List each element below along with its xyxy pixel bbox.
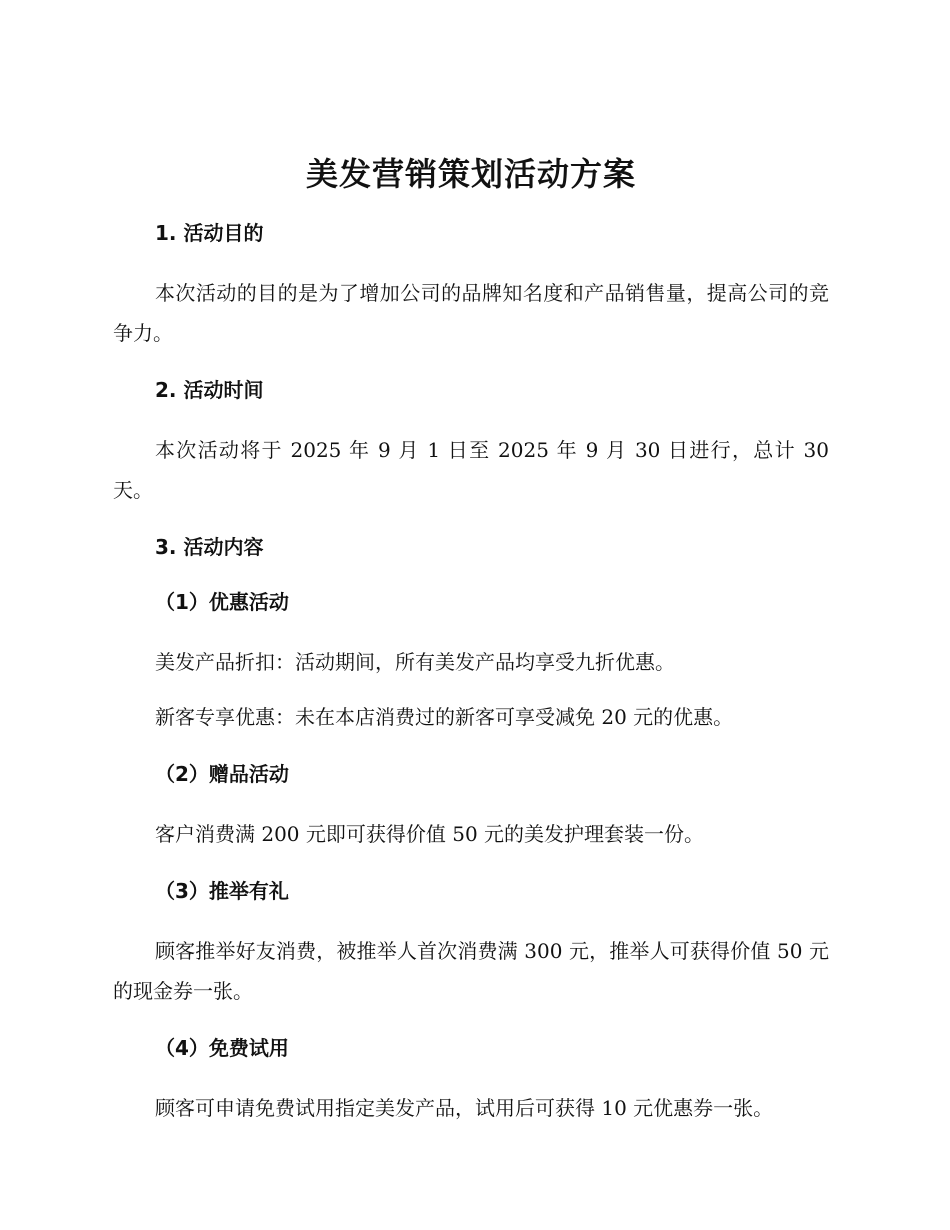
subsection-heading-discount: （1）优惠活动: [155, 590, 289, 614]
subsection-heading-referral: （3）推举有礼: [155, 879, 289, 903]
paragraph-free-trial: 顾客可申请免费试用指定美发产品，试用后可获得 10 元优惠券一张。: [155, 1096, 774, 1120]
subsection-heading-free-trial: （4）免费试用: [155, 1036, 289, 1060]
paragraph-product-discount: 美发产品折扣：活动期间，所有美发产品均享受九折优惠。: [155, 650, 675, 674]
section-heading-time: 2. 活动时间: [155, 378, 264, 402]
section-heading-purpose: 1. 活动目的: [155, 221, 264, 245]
paragraph-gift: 客户消费满 200 元即可获得价值 50 元的美发护理套装一份。: [155, 822, 705, 846]
subsection-heading-gift: （2）赠品活动: [155, 762, 289, 786]
paragraph-referral: 顾客推举好友消费，被推举人首次消费满 300 元，推举人可获得价值 50 元的现金券一张。: [113, 939, 829, 1003]
paragraph-new-customer-offer: 新客专享优惠：未在本店消费过的新客可享受减免 20 元的优惠。: [155, 705, 734, 729]
section-heading-content: 3. 活动内容: [155, 535, 264, 559]
paragraph-time: 本次活动将于 2025 年 9 月 1 日至 2025 年 9 月 30 日进行，总计 30 天。: [113, 438, 829, 502]
document-title: 美发营销策划活动方案: [305, 155, 636, 193]
document-body: [113, 148, 829, 1128]
paragraph-purpose: 本次活动的目的是为了增加公司的品牌知名度和产品销售量，提高公司的竞争力。: [113, 281, 829, 345]
